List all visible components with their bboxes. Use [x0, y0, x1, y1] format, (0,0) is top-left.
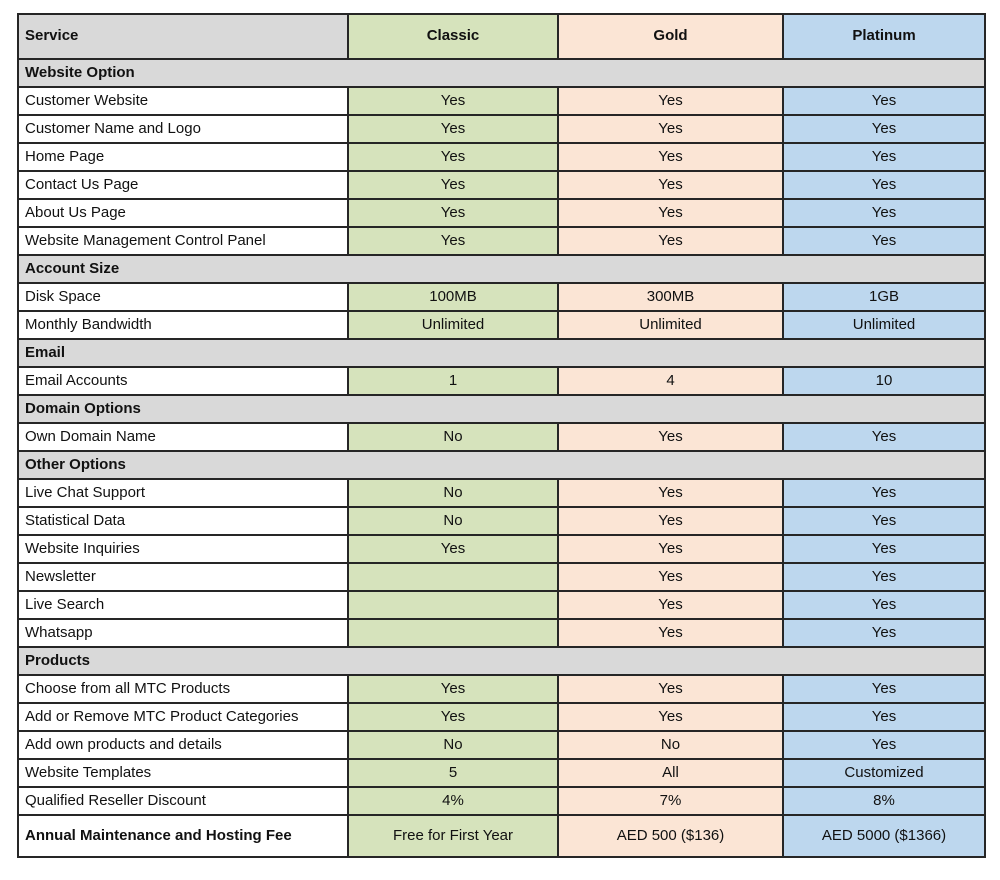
classic-value: No — [348, 423, 558, 451]
table-row — [18, 311, 985, 339]
column-header-classic: Classic — [348, 14, 558, 59]
table-row — [18, 423, 985, 451]
table-row — [18, 675, 985, 703]
row-label: Qualified Reseller Discount — [18, 787, 348, 815]
platinum-value: Unlimited — [783, 311, 985, 339]
gold-value: Yes — [558, 143, 783, 171]
classic-value: Yes — [348, 199, 558, 227]
classic-value: No — [348, 507, 558, 535]
row-label: Home Page — [18, 143, 348, 171]
table-row — [18, 787, 985, 815]
gold-value: Yes — [558, 171, 783, 199]
row-label: Add own products and details — [18, 731, 348, 759]
section-title: Email — [18, 339, 985, 367]
classic-value: No — [348, 731, 558, 759]
platinum-value: Customized — [783, 759, 985, 787]
classic-value: 5 — [348, 759, 558, 787]
table-row — [18, 731, 985, 759]
table-row — [18, 535, 985, 563]
section-title: Domain Options — [18, 395, 985, 423]
table-row — [18, 143, 985, 171]
gold-value: Yes — [558, 563, 783, 591]
platinum-value: Yes — [783, 619, 985, 647]
platinum-value: Yes — [783, 479, 985, 507]
platinum-value: Yes — [783, 563, 985, 591]
classic-value: Unlimited — [348, 311, 558, 339]
classic-value: Yes — [348, 115, 558, 143]
classic-value: Yes — [348, 675, 558, 703]
row-label: Website Inquiries — [18, 535, 348, 563]
table-row — [18, 115, 985, 143]
gold-value: Yes — [558, 703, 783, 731]
table-row — [18, 591, 985, 619]
platinum-value: AED 5000 ($1366) — [783, 815, 985, 857]
row-label: Live Search — [18, 591, 348, 619]
table-row — [18, 171, 985, 199]
table-row — [18, 563, 985, 591]
gold-value: Yes — [558, 423, 783, 451]
row-label: Customer Website — [18, 87, 348, 115]
section-title: Products — [18, 647, 985, 675]
row-label: Email Accounts — [18, 367, 348, 395]
gold-value: Yes — [558, 227, 783, 255]
row-label: About Us Page — [18, 199, 348, 227]
platinum-value: Yes — [783, 591, 985, 619]
table-header — [18, 14, 985, 59]
section-header-row — [18, 59, 985, 87]
section-header-row — [18, 395, 985, 423]
platinum-value: Yes — [783, 535, 985, 563]
classic-value: Yes — [348, 227, 558, 255]
gold-value: AED 500 ($136) — [558, 815, 783, 857]
row-label: Choose from all MTC Products — [18, 675, 348, 703]
table-row — [18, 703, 985, 731]
gold-value: Yes — [558, 479, 783, 507]
platinum-value: Yes — [783, 507, 985, 535]
section-title: Account Size — [18, 255, 985, 283]
platinum-value: 8% — [783, 787, 985, 815]
row-label: Own Domain Name — [18, 423, 348, 451]
platinum-value: Yes — [783, 227, 985, 255]
row-label: Annual Maintenance and Hosting Fee — [18, 815, 348, 857]
section-header-row — [18, 255, 985, 283]
platinum-value: Yes — [783, 143, 985, 171]
row-label: Add or Remove MTC Product Categories — [18, 703, 348, 731]
gold-value: Yes — [558, 115, 783, 143]
classic-value: Yes — [348, 535, 558, 563]
platinum-value: 1GB — [783, 283, 985, 311]
row-label: Whatsapp — [18, 619, 348, 647]
section-header-row — [18, 451, 985, 479]
table-row — [18, 87, 985, 115]
table-row — [18, 199, 985, 227]
table-footer — [18, 815, 985, 857]
platinum-value: Yes — [783, 115, 985, 143]
row-label: Live Chat Support — [18, 479, 348, 507]
table-row — [18, 479, 985, 507]
classic-value: Yes — [348, 703, 558, 731]
row-label: Website Templates — [18, 759, 348, 787]
classic-value — [348, 563, 558, 591]
footer-row — [18, 815, 985, 857]
table-row — [18, 759, 985, 787]
gold-value: 4 — [558, 367, 783, 395]
gold-value: All — [558, 759, 783, 787]
table-row — [18, 283, 985, 311]
classic-value: Yes — [348, 87, 558, 115]
platinum-value: Yes — [783, 171, 985, 199]
gold-value: 7% — [558, 787, 783, 815]
gold-value: 300MB — [558, 283, 783, 311]
column-header-service: Service — [18, 14, 348, 59]
classic-value: 100MB — [348, 283, 558, 311]
row-label: Contact Us Page — [18, 171, 348, 199]
section-header-row — [18, 647, 985, 675]
plan-comparison-table — [17, 13, 986, 858]
classic-value: Free for First Year — [348, 815, 558, 857]
gold-value: Yes — [558, 535, 783, 563]
column-header-gold: Gold — [558, 14, 783, 59]
classic-value — [348, 619, 558, 647]
row-label: Newsletter — [18, 563, 348, 591]
row-label: Customer Name and Logo — [18, 115, 348, 143]
classic-value — [348, 591, 558, 619]
gold-value: Yes — [558, 199, 783, 227]
plan-table-body — [18, 59, 985, 815]
header-row — [18, 14, 985, 59]
table-row — [18, 227, 985, 255]
column-header-platinum: Platinum — [783, 14, 985, 59]
platinum-value: Yes — [783, 87, 985, 115]
gold-value: No — [558, 731, 783, 759]
gold-value: Yes — [558, 87, 783, 115]
platinum-value: Yes — [783, 423, 985, 451]
platinum-value: Yes — [783, 199, 985, 227]
platinum-value: 10 — [783, 367, 985, 395]
gold-value: Yes — [558, 507, 783, 535]
gold-value: Yes — [558, 619, 783, 647]
row-label: Monthly Bandwidth — [18, 311, 348, 339]
classic-value: Yes — [348, 143, 558, 171]
plan-comparison-table-wrap — [17, 13, 986, 858]
gold-value: Yes — [558, 591, 783, 619]
table-row — [18, 367, 985, 395]
classic-value: No — [348, 479, 558, 507]
row-label: Statistical Data — [18, 507, 348, 535]
classic-value: 1 — [348, 367, 558, 395]
row-label: Website Management Control Panel — [18, 227, 348, 255]
platinum-value: Yes — [783, 675, 985, 703]
section-title: Website Option — [18, 59, 985, 87]
classic-value: Yes — [348, 171, 558, 199]
table-row — [18, 619, 985, 647]
row-label: Disk Space — [18, 283, 348, 311]
table-row — [18, 507, 985, 535]
platinum-value: Yes — [783, 703, 985, 731]
section-title: Other Options — [18, 451, 985, 479]
section-header-row — [18, 339, 985, 367]
gold-value: Unlimited — [558, 311, 783, 339]
platinum-value: Yes — [783, 731, 985, 759]
gold-value: Yes — [558, 675, 783, 703]
classic-value: 4% — [348, 787, 558, 815]
